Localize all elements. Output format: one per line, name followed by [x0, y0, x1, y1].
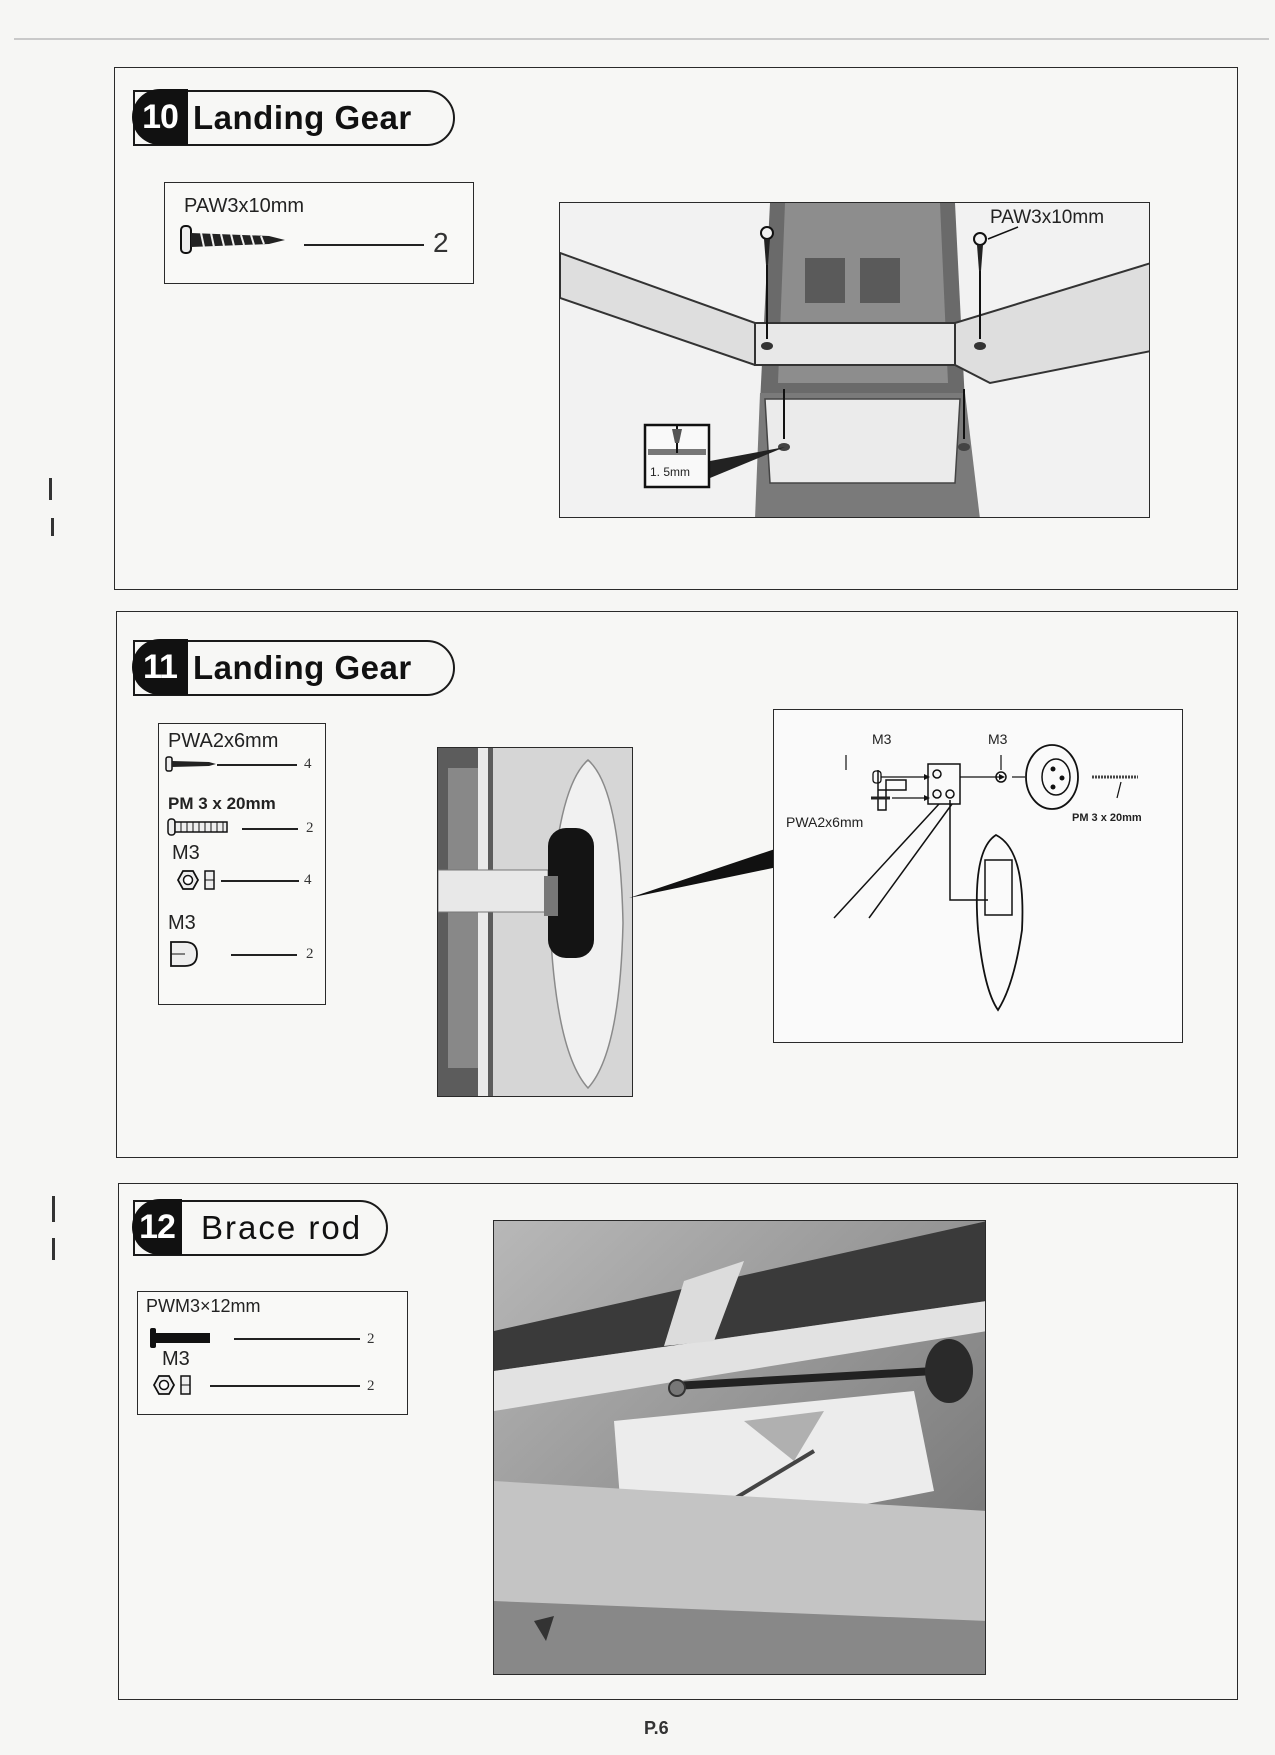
- parts-box: [137, 1291, 408, 1415]
- parts-box: [164, 182, 474, 284]
- cap-nut-icon: [167, 938, 201, 970]
- pm-callout: PM 3 x 20mm: [1072, 812, 1142, 824]
- quantity-leader: [231, 954, 297, 956]
- wheel-assembly-diagram: [773, 709, 1183, 1043]
- part-quantity: 2: [433, 227, 449, 258]
- wood-screw-icon: [179, 223, 289, 257]
- hex-nut-icon: [152, 1372, 202, 1398]
- step-title: Brace rod: [201, 1209, 363, 1246]
- step-11-title: [133, 640, 455, 696]
- step-12-section: [118, 1183, 1238, 1700]
- part-label: M3: [162, 1348, 190, 1370]
- binder-mark: [52, 1196, 55, 1222]
- quantity-leader: [304, 244, 424, 246]
- quantity-leader: [210, 1385, 360, 1387]
- wheel-pant-photo: [437, 747, 633, 1097]
- wheel-assembly-drawing: [774, 710, 1183, 1043]
- part-label: M3: [168, 912, 196, 934]
- step-number-badge: 12: [132, 1199, 182, 1255]
- quantity-leader: [221, 880, 299, 882]
- part-label: PWM3×12mm: [146, 1296, 261, 1316]
- screw-callout: PAW3x10mm: [990, 207, 1105, 228]
- binder-mark: [52, 1238, 55, 1260]
- step-number-badge: 10: [132, 89, 188, 145]
- part-label: M3: [172, 842, 200, 864]
- binder-mark: [49, 478, 52, 500]
- step-title: Landing Gear: [193, 649, 412, 686]
- m3-callout: M3: [872, 731, 892, 747]
- part-quantity: 4: [304, 872, 312, 888]
- small-screw-icon: [165, 755, 217, 773]
- binder-mark: [51, 518, 54, 536]
- step-10-title: [133, 90, 455, 146]
- wheel-pant-drawing: [438, 748, 633, 1097]
- page-top-rule: [14, 38, 1269, 40]
- part-label: PWA2x6mm: [168, 730, 279, 752]
- brace-rod-drawing: [494, 1221, 986, 1675]
- step-title: Landing Gear: [193, 99, 412, 136]
- page-number: P.6: [644, 1718, 669, 1738]
- step-number-badge: 11: [132, 639, 188, 695]
- part-label: PAW3x10mm: [184, 195, 305, 217]
- step-10-section: [114, 67, 1238, 590]
- part-quantity: 2: [367, 1378, 375, 1394]
- brace-rod-photo: [493, 1220, 986, 1675]
- step-11-section: [116, 611, 1238, 1158]
- hex-nut-icon: [172, 867, 222, 893]
- pwa-callout: PWA2x6mm: [786, 814, 864, 830]
- part-quantity: 2: [367, 1331, 375, 1347]
- part-quantity: 2: [306, 820, 314, 836]
- m3-callout: M3: [988, 731, 1008, 747]
- quantity-leader: [242, 828, 298, 830]
- fuselage-illustration: [560, 203, 1150, 518]
- quantity-leader: [234, 1338, 360, 1340]
- bolt-icon: [148, 1326, 212, 1350]
- part-quantity: 2: [306, 946, 314, 962]
- part-quantity: 4: [304, 756, 312, 772]
- drill-callout: 1. 5mm: [650, 465, 691, 479]
- step-12-title: [133, 1200, 388, 1256]
- quantity-leader: [217, 764, 297, 766]
- machine-bolt-icon: [167, 818, 229, 836]
- parts-box: [158, 723, 326, 1005]
- part-label: PM 3 x 20mm: [168, 794, 276, 813]
- landing-gear-mount-illustration: [559, 202, 1150, 518]
